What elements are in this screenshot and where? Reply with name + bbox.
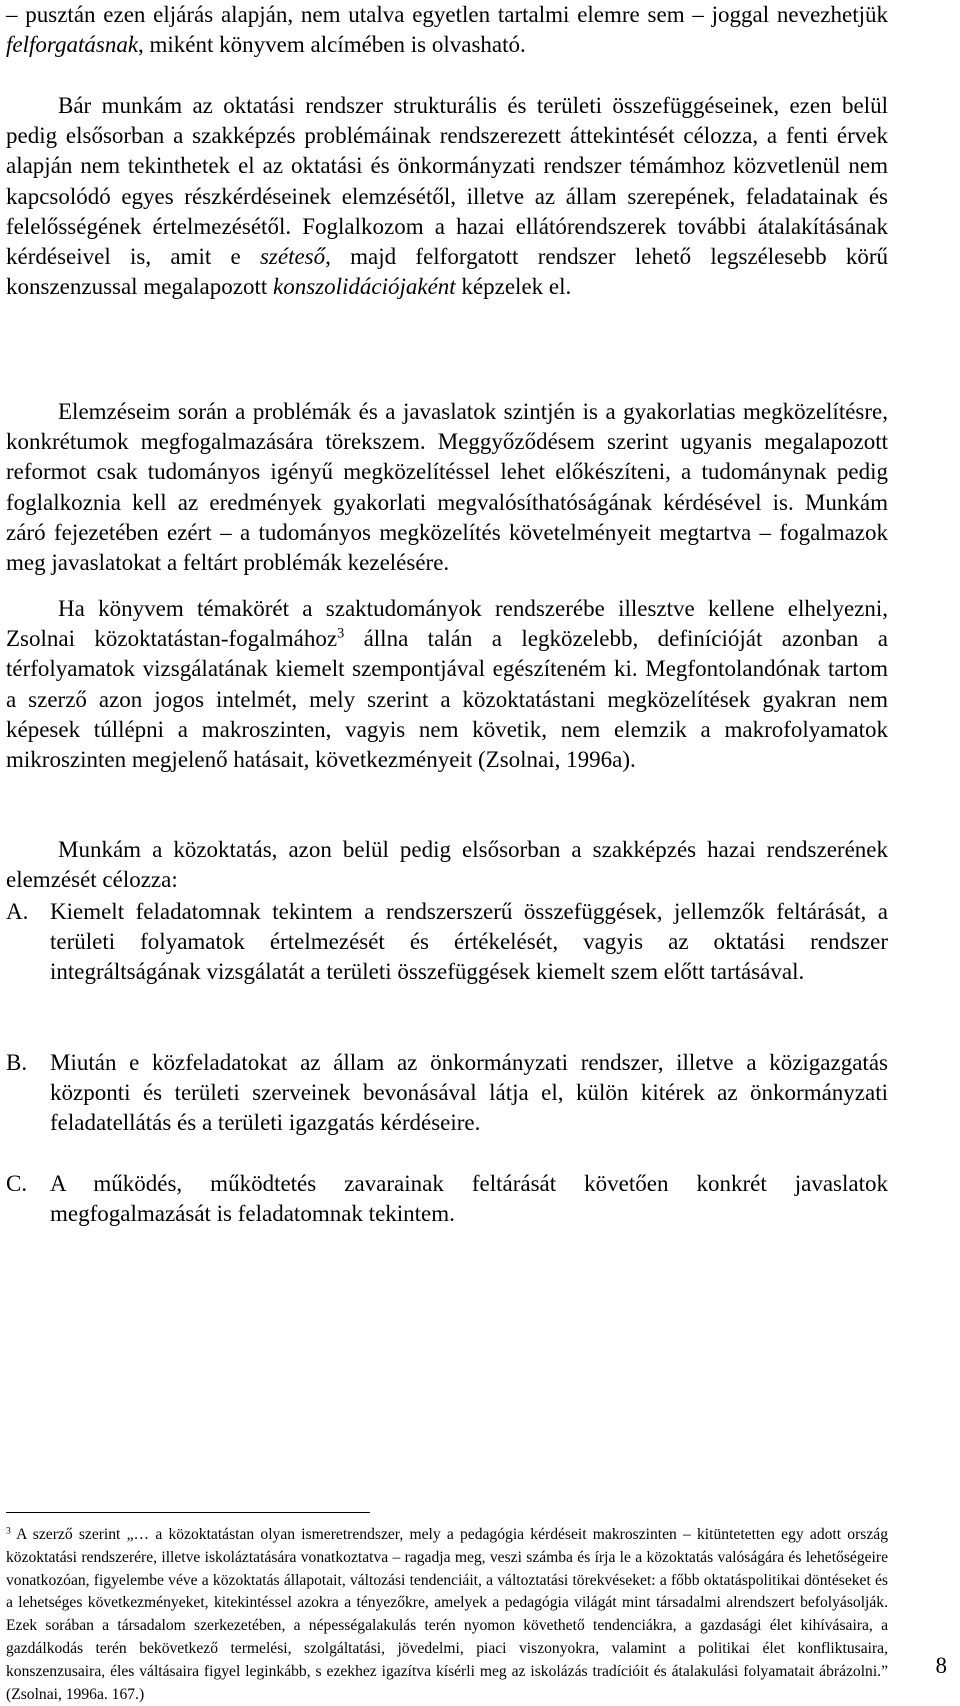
- list-item-text: Kiemelt feladatomnak tekintem a rendszerszerű összefüggések, jellemzők feltárását, a területi folyamatok értelmezését és értékelését, vagyis az oktatási rendszer integráltságának vizsgálatát a területi összefüggések kiemelt szem előtt tartásával.: [50, 899, 888, 985]
- footnote-number: 3: [6, 1525, 11, 1537]
- page-number: 8: [935, 1653, 947, 1678]
- paragraph-aims-intro: Munkám a közoktatás, azon belül pedig elsősorban a szakképzés hazai rendszerének elemzését célozza:: [6, 837, 888, 893]
- paragraph-method: Elemzéseim során a problémák és a javaslatok szintjén is a gyakorlatias megközelítésre, konkrétumok megfogalmazására törekszem. Meggyőződésem szerint ugyanis megalapozott reformot csak tudományos igényű megközelítéssel lehet előkészíteni, a tudománynak pedig foglalkoznia kell az eredmények gyakorlati megvalósíthatóságának kérdésével is. Munkám záró fejezetében ezért – a tudományos megközelítés követelményeit megtartva – fogalmazok meg javaslatokat a feltárt problémák kezelésére.: [6, 399, 888, 576]
- emphasis-felforgatasnak: felforgatásnak: [6, 32, 139, 58]
- paragraph-scope: Bár munkám az oktatási rendszer strukturális és területi összefüggéseinek, ezen belül pedig elsősorban a szakképzés problémáinak rendszerezett áttekintését célozza, a fenti érvek alapján nem tekinthetek el az oktatási és önkormányzati rendszer témámhoz közvetlenül nem kapcsolódó egyes részkérdéseinek elemzésétől, illetve az állam szerepének, feladatainak és felelősségének értelmezésétől. Foglalkozom a hazai ellátórendszerek további átalakításának kérdéseivel is, amit e széteső, majd felforgatott rendszer lehető legszélesebb körű konszenzussal megalapozott konszolidációjaként képzelek el.: [6, 93, 888, 300]
- list-item-text: A működés, működtetés zavarainak feltárását követően konkrét javaslatok megfogalmazását is feladatomnak tekintem.: [50, 1171, 888, 1227]
- list-item-text: Miután e közfeladatokat az állam az önkormányzati rendszer, illetve a közigazgatás központi és területi szerveinek bevonásával látja el, külön kitérek az önkormányzati feladatellátás és a területi igazgatás kérdéseire.: [50, 1050, 888, 1136]
- footnote-text: A szerző szerint „… a közoktatástan olyan ismeretrendszer, mely a pedagógia kérdéseit makroszinten – kitüntetetten egy adott ország közoktatási rendszerére, illetve iskoláztatására vonatkoztatva – ragadja meg, veszi számba és írja le a közoktatás valóságára és lehetőségeire vonatkozóan, figyelembe véve a közoktatás állapotait, változási tendenciáit, a változtatási törekvéseket: a főbb oktatáspolitikai döntéseket és a lehetséges következményeket, kitekintéssel azokra a tényezőkre, amelyek a pedagógia világát mint társadalmi alrendszert befolyásolják. Ezek sorában a társadalom szerkezetében, a népességalakulás terén nyomon követhető tendenciákra, a gazdasági élet kihívásaira, a gazdálkodás terén bekövetkező termelési, szolgáltatási, jövedelmi, piaci viszonyokra, valamint a politikai élet konfliktusaira, konszenzusaira, éles váltásaira figyel leginkább, s ezekhez igazítva kísérli meg az iskolázás tradícióit és átalakulási folyamatait ábrázolni.” (Zsolnai, 1996a. 167.): [6, 1526, 888, 1703]
- list-marker: A.: [6, 899, 29, 924]
- paragraph-discipline: Ha könyvem témakörét a szaktudományok rendszerébe illesztve kellene elhelyezni, Zsolnai közoktatástan-fogalmához$^3$ állna talán a legközelebb, definícióját azonban a térfolyamatok vizsgálatának kiemelt szempontjával egészíteném ki. Megfontolandónak tartom a szerző azon jogos intelmét, mely szerint a közoktatástani megközelítések gyakran nem képesek túllépni a makroszinten, vagyis nem követik, nem elemzik a makrofolyamatok mikroszinten megjelenő hatásait, következményeit (Zsolnai, 1996a).: [6, 596, 888, 773]
- emphasis-konszolidaciojakent: konszolidációjaként: [272, 274, 456, 300]
- emphasis-szeteso: széteső: [259, 244, 326, 270]
- paragraph-intro-continuation: – pusztán ezen eljárás alapján, nem utalva egyetlen tartalmi elemre sem – joggal nevezhetjük felforgatásnak, miként könyvem alcímében is olvasható.: [6, 2, 888, 58]
- footnote-reference[interactable]: 3: [337, 625, 345, 642]
- footnote: [6, 1524, 888, 1706]
- list-marker: C.: [6, 1171, 28, 1196]
- footnote-separator: [6, 1512, 370, 1513]
- list-marker: B.: [6, 1050, 28, 1075]
